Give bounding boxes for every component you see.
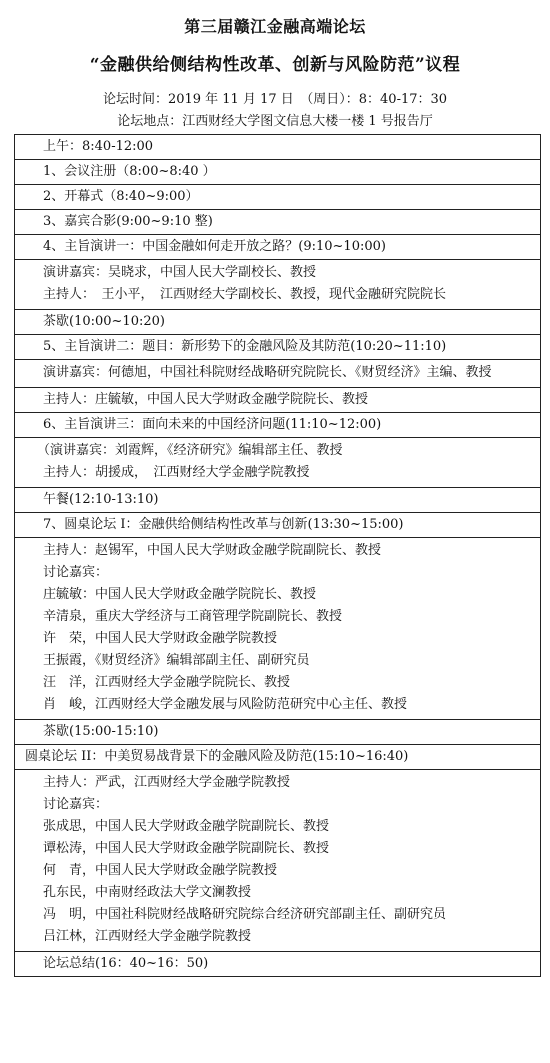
agenda-row-photo: 3、嘉宾合影(9:00~9:10 整) bbox=[15, 210, 540, 235]
agenda-block-keynote-2-host: 主持人：庄毓敏，中国人民大学财政金融学院院长、教授 bbox=[15, 388, 540, 413]
forum-place: 论坛地点：江西财经大学图文信息大楼一楼 1 号报告厅 bbox=[117, 114, 433, 129]
agenda-row-keynote-3: 6、主旨演讲三：面向未来的中国经济问题(11:10~12:00) bbox=[15, 413, 540, 438]
roundtable-1-guest: 辛清泉，重庆大学经济与工商管理学院副院长、教授 bbox=[43, 609, 343, 624]
agenda-block-roundtable-2-people bbox=[15, 770, 540, 952]
roundtable-1-guest: 王振霞，《财贸经济》编辑部副主任、副研究员 bbox=[43, 653, 310, 668]
roundtable-1-guest: 庄毓敏：中国人民大学财政金融学院院长、教授 bbox=[43, 587, 317, 602]
page-title: 第三届赣江金融高端论坛 bbox=[184, 17, 366, 36]
agenda-row-opening: 2、开幕式（8:40~9:00） bbox=[15, 185, 540, 210]
roundtable-2-guest: 孔东民，中南财经政法大学文澜教授 bbox=[43, 885, 252, 900]
agenda-row-tea-break-1: 茶歇(10:00~10:20) bbox=[15, 310, 540, 335]
roundtable-2-guest: 何 青，中国人民大学财政金融学院教授 bbox=[43, 863, 278, 878]
keynote-3-speaker: （演讲嘉宾：刘霞辉，《经济研究》编辑部主任、教授 bbox=[37, 443, 343, 458]
agenda-row-roundtable-1: 7、圆桌论坛 I：金融供给侧结构性改革与创新(13:30~15:00) bbox=[15, 513, 540, 538]
roundtable-2-guests-label: 讨论嘉宾： bbox=[43, 797, 109, 812]
roundtable-2-guest: 冯 明，中国社科院财经战略研究院综合经济研究部副主任、副研究员 bbox=[43, 907, 447, 922]
agenda-block-keynote-1-people bbox=[15, 260, 540, 310]
agenda-row-keynote-1: 4、主旨演讲一：中国金融如何走开放之路？(9:10~10:00) bbox=[15, 235, 540, 260]
agenda-row-summary: 论坛总结(16：40~16：50) bbox=[15, 952, 540, 977]
roundtable-1-guest: 许 荣，中国人民大学财政金融学院教授 bbox=[43, 631, 278, 646]
roundtable-2-host: 主持人：严武，江西财经大学金融学院教授 bbox=[43, 775, 291, 790]
roundtable-2-guest: 谭松涛，中国人民大学财政金融学院副院长、教授 bbox=[43, 841, 330, 856]
agenda-block-roundtable-1-people bbox=[15, 538, 540, 720]
agenda-row-roundtable-2: 圆桌论坛 II：中美贸易战背景下的金融风险及防范(15:10~16:40) bbox=[15, 745, 540, 770]
agenda-table bbox=[14, 134, 541, 977]
roundtable-2-guest: 张成思，中国人民大学财政金融学院副院长、教授 bbox=[43, 819, 330, 834]
agenda-row-registration: 1、会议注册（8:00~8:40 ） bbox=[15, 160, 540, 185]
roundtable-2-guest: 吕江林，江西财经大学金融学院教授 bbox=[43, 929, 252, 944]
roundtable-1-guest: 肖 峻，江西财经大学金融发展与风险防范研究中心主任、教授 bbox=[43, 697, 408, 712]
forum-time: 论坛时间：2019 年 11 月 17 日 （周日）：8：40-17：30 bbox=[102, 92, 448, 107]
page-subtitle: “金融供给侧结构性改革、创新与风险防范”议程 bbox=[89, 55, 461, 75]
keynote-1-host: 主持人： 王小平， 江西财经大学副校长、教授，现代金融研究院院长 bbox=[43, 287, 447, 302]
roundtable-1-guest: 汪 洋，江西财经大学金融学院院长、教授 bbox=[43, 675, 291, 690]
agenda-row-morning: 上午：8:40-12:00 bbox=[15, 135, 540, 160]
agenda-block-keynote-2-speaker: 演讲嘉宾：何德旭，中国社科院财经战略研究院院长、《财贸经济》主编、教授 bbox=[15, 360, 540, 388]
keynote-3-host: 主持人：胡援成， 江西财经大学金融学院教授 bbox=[43, 465, 310, 480]
agenda-block-keynote-3-people bbox=[15, 438, 540, 488]
agenda-row-tea-break-2: 茶歇(15:00-15:10) bbox=[15, 720, 540, 745]
roundtable-1-guests-label: 讨论嘉宾： bbox=[43, 565, 109, 580]
roundtable-1-host: 主持人：赵锡军，中国人民大学财政金融学院副院长、教授 bbox=[43, 543, 382, 558]
agenda-row-keynote-2: 5、主旨演讲二：题目：新形势下的金融风险及其防范(10:20~11:10) bbox=[15, 335, 540, 360]
keynote-1-speaker: 演讲嘉宾：吴晓求，中国人民大学副校长、教授 bbox=[43, 265, 317, 280]
agenda-row-lunch: 午餐(12:10-13:10) bbox=[15, 488, 540, 513]
